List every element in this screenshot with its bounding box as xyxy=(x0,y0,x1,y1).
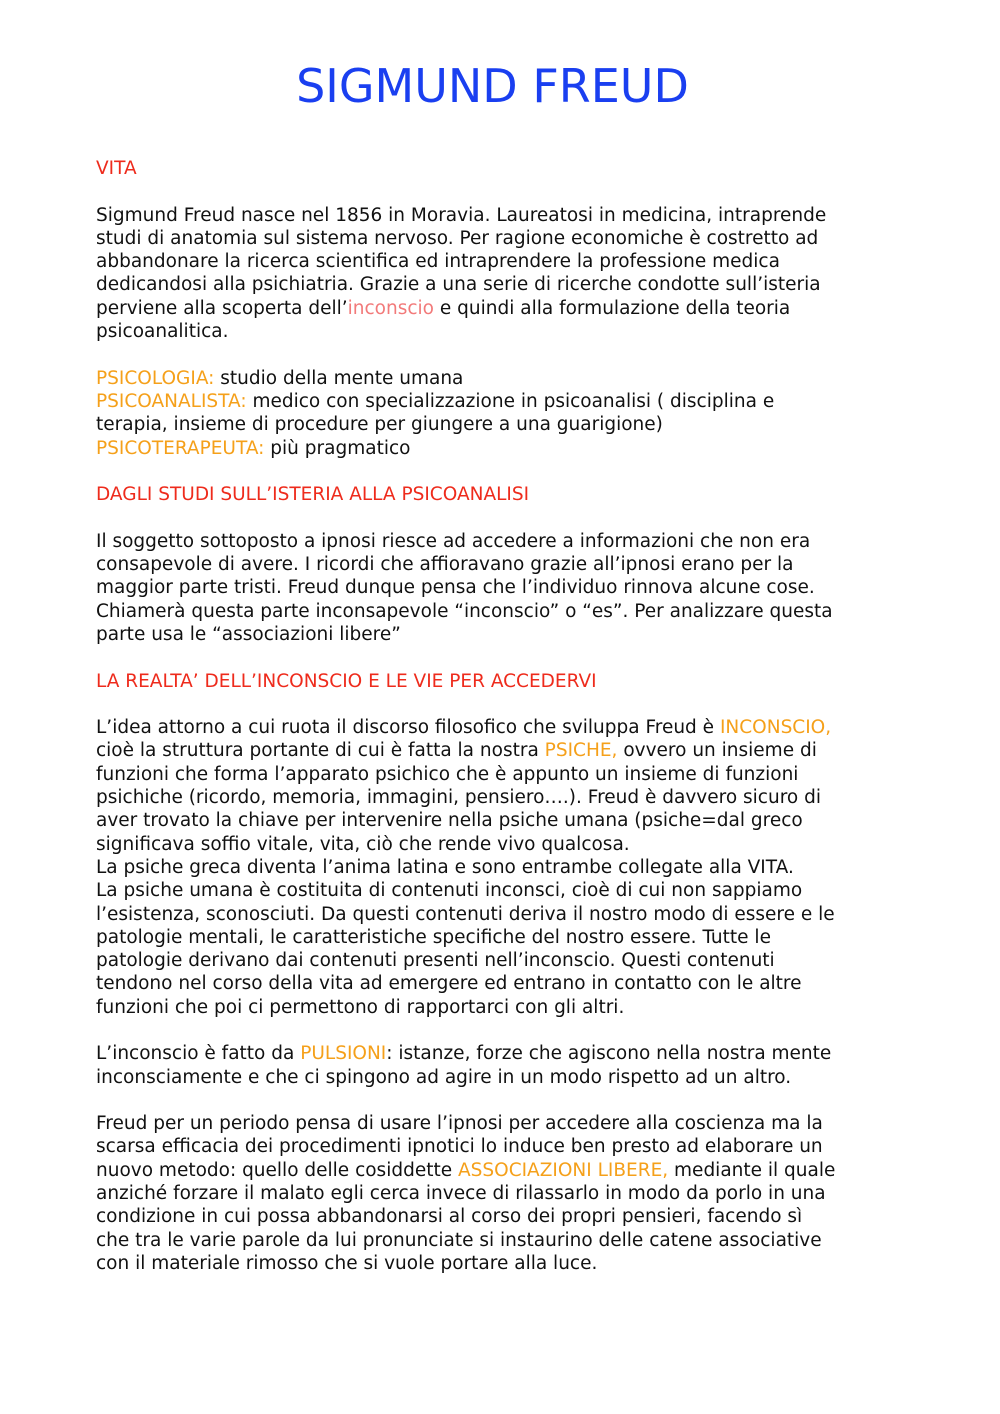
paragraph-line: significava soffio vitale, vita, ciò che rende vivo qualcosa. xyxy=(96,833,630,855)
line-text: : istanze, forze che agiscono nella nostra mente xyxy=(386,1043,832,1065)
section-heading-isteria: DAGLI STUDI SULL’ISTERIA ALLA PSICOANALISI xyxy=(96,484,530,506)
spacer xyxy=(96,646,916,669)
definition-text: terapia, insieme di procedure per giungere a una guarigione) xyxy=(96,414,663,436)
paragraph-line: inconsciamente e che ci spingono ad agire in un modo rispetto ad un altro. xyxy=(96,1066,792,1088)
paragraph-line: La psiche greca diventa l’anima latina e sono entrambe collegate alla VITA. xyxy=(96,856,794,878)
term-psicoterapeuta: PSICOTERAPEUTA: xyxy=(96,437,265,459)
paragraph-line xyxy=(96,739,916,762)
paragraph-line: funzioni che forma l’apparato psichico che è appunto un insieme di funzioni xyxy=(96,763,799,785)
paragraph-line: patologie derivano dai contenuti presenti nell’inconscio. Questi contenuti xyxy=(96,950,775,972)
paragraph-line: condizione in cui possa abbandonarsi al corso dei propri pensieri, facendo sì xyxy=(96,1206,803,1228)
paragraph-line xyxy=(96,297,916,320)
paragraph-line: psicoanalitica. xyxy=(96,321,229,343)
paragraph-line: studi di anatomia sul sistema nervoso. Per ragione economiche è costretto ad xyxy=(96,227,819,249)
paragraph-line: che tra le varie parole da lui pronunciate si instaurino delle catene associative xyxy=(96,1229,822,1251)
paragraph-line: con il materiale rimosso che si vuole portare alla luce. xyxy=(96,1252,598,1274)
paragraph-line: La psiche umana è costituita di contenuti inconsci, cioè di cui non sappiamo xyxy=(96,880,803,902)
definition-psicologia xyxy=(96,367,916,390)
paragraph-line xyxy=(96,1159,916,1182)
highlight-inconscio: inconscio xyxy=(347,297,434,319)
paragraph-line: anziché forzare il malato egli cerca invece di rilassarlo in modo da porlo in una xyxy=(96,1183,826,1205)
paragraph-line: funzioni che poi ci permettono di rapportarci con gli altri. xyxy=(96,996,625,1018)
line-text: perviene alla scoperta dell’ xyxy=(96,297,348,319)
paragraph-line xyxy=(96,1042,916,1065)
highlight-inconscio-term: INCONSCIO, xyxy=(719,717,832,739)
line-text: e quindi alla formulazione della teoria xyxy=(434,297,791,319)
line-text: nuovo metodo: quello delle cosiddette xyxy=(96,1159,458,1181)
paragraph-line: abbandonare la ricerca scientifica ed intraprendere la professione medica xyxy=(96,251,780,273)
highlight-associazioni-libere: ASSOCIAZIONI LIBERE, xyxy=(457,1159,669,1181)
spacer xyxy=(96,506,916,529)
paragraph-line: Chiamerà questa parte inconsapevole “inconscio” o “es”. Per analizzare questa xyxy=(96,600,833,622)
section-heading-vita: VITA xyxy=(96,158,137,179)
spacer xyxy=(96,1019,916,1042)
paragraph-line xyxy=(96,716,916,739)
paragraph-line: Freud per un periodo pensa di usare l’ipnosi per accedere alla coscienza ma la xyxy=(96,1113,823,1135)
paragraph-line: aver trovato la chiave per intervenire nella psiche umana (psiche=dal greco xyxy=(96,810,803,832)
section-heading-inconscio: LA REALTA’ DELL’INCONSCIO E LE VIE PER ACCEDERVI xyxy=(96,670,597,692)
spacer xyxy=(96,343,916,366)
paragraph-line: maggior parte tristi. Freud dunque pensa che l’individuo rinnova alcune cose. xyxy=(96,577,815,599)
paragraph-line: dedicandosi alla psichiatria. Grazie a una serie di ricerche condotte sull’isteria xyxy=(96,274,821,296)
paragraph-line: scarsa efficacia dei procedimenti ipnotici lo induce ben presto ad elaborare un xyxy=(96,1136,823,1158)
spacer xyxy=(96,460,916,483)
spacer xyxy=(96,1089,916,1112)
paragraph-line: Il soggetto sottoposto a ipnosi riesce ad accedere a informazioni che non era xyxy=(96,530,811,552)
definition-psicoanalista xyxy=(96,390,916,413)
paragraph-line: patologie mentali, le caratteristiche specifiche del nostro essere. Tutte le xyxy=(96,926,771,948)
line-text: L’inconscio è fatto da xyxy=(96,1043,301,1065)
definition-text: più pragmatico xyxy=(264,437,411,459)
line-text: L’idea attorno a cui ruota il discorso filosofico che sviluppa Freud è xyxy=(96,717,720,739)
term-psicologia: PSICOLOGIA: xyxy=(96,367,215,389)
definition-psicoterapeuta xyxy=(96,437,916,460)
paragraph-line: parte usa le “associazioni libere” xyxy=(96,623,401,645)
paragraph-line: consapevole di avere. I ricordi che affioravano grazie all’ipnosi erano per la xyxy=(96,554,794,576)
document-title: SIGMUND FREUD xyxy=(296,59,689,113)
definition-text: studio della mente umana xyxy=(214,367,464,389)
paragraph-line: Sigmund Freud nasce nel 1856 in Moravia. Laureatosi in medicina, intraprende xyxy=(96,204,827,226)
spacer xyxy=(96,180,916,203)
line-text: mediante il quale xyxy=(668,1159,836,1181)
paragraph-line: tendono nel corso della vita ad emergere ed entrano in contatto con le altre xyxy=(96,973,802,995)
highlight-psiche: PSICHE, xyxy=(544,740,618,762)
definition-text: medico con specializzazione in psicoanalisi ( disciplina e xyxy=(246,390,775,412)
spacer xyxy=(96,693,916,716)
line-text: ovvero un insieme di xyxy=(617,740,817,762)
paragraph-line: psichiche (ricordo, memoria, immagini, pensiero….). Freud è davvero sicuro di xyxy=(96,787,821,809)
line-text: cioè la struttura portante di cui è fatta la nostra xyxy=(96,740,545,762)
highlight-pulsioni: PULSIONI xyxy=(300,1043,387,1065)
term-psicoanalista: PSICOANALISTA: xyxy=(96,390,247,412)
document-body xyxy=(96,157,916,1275)
paragraph-line: l’esistenza, sconosciuti. Da questi contenuti deriva il nostro modo di essere e le xyxy=(96,903,835,925)
